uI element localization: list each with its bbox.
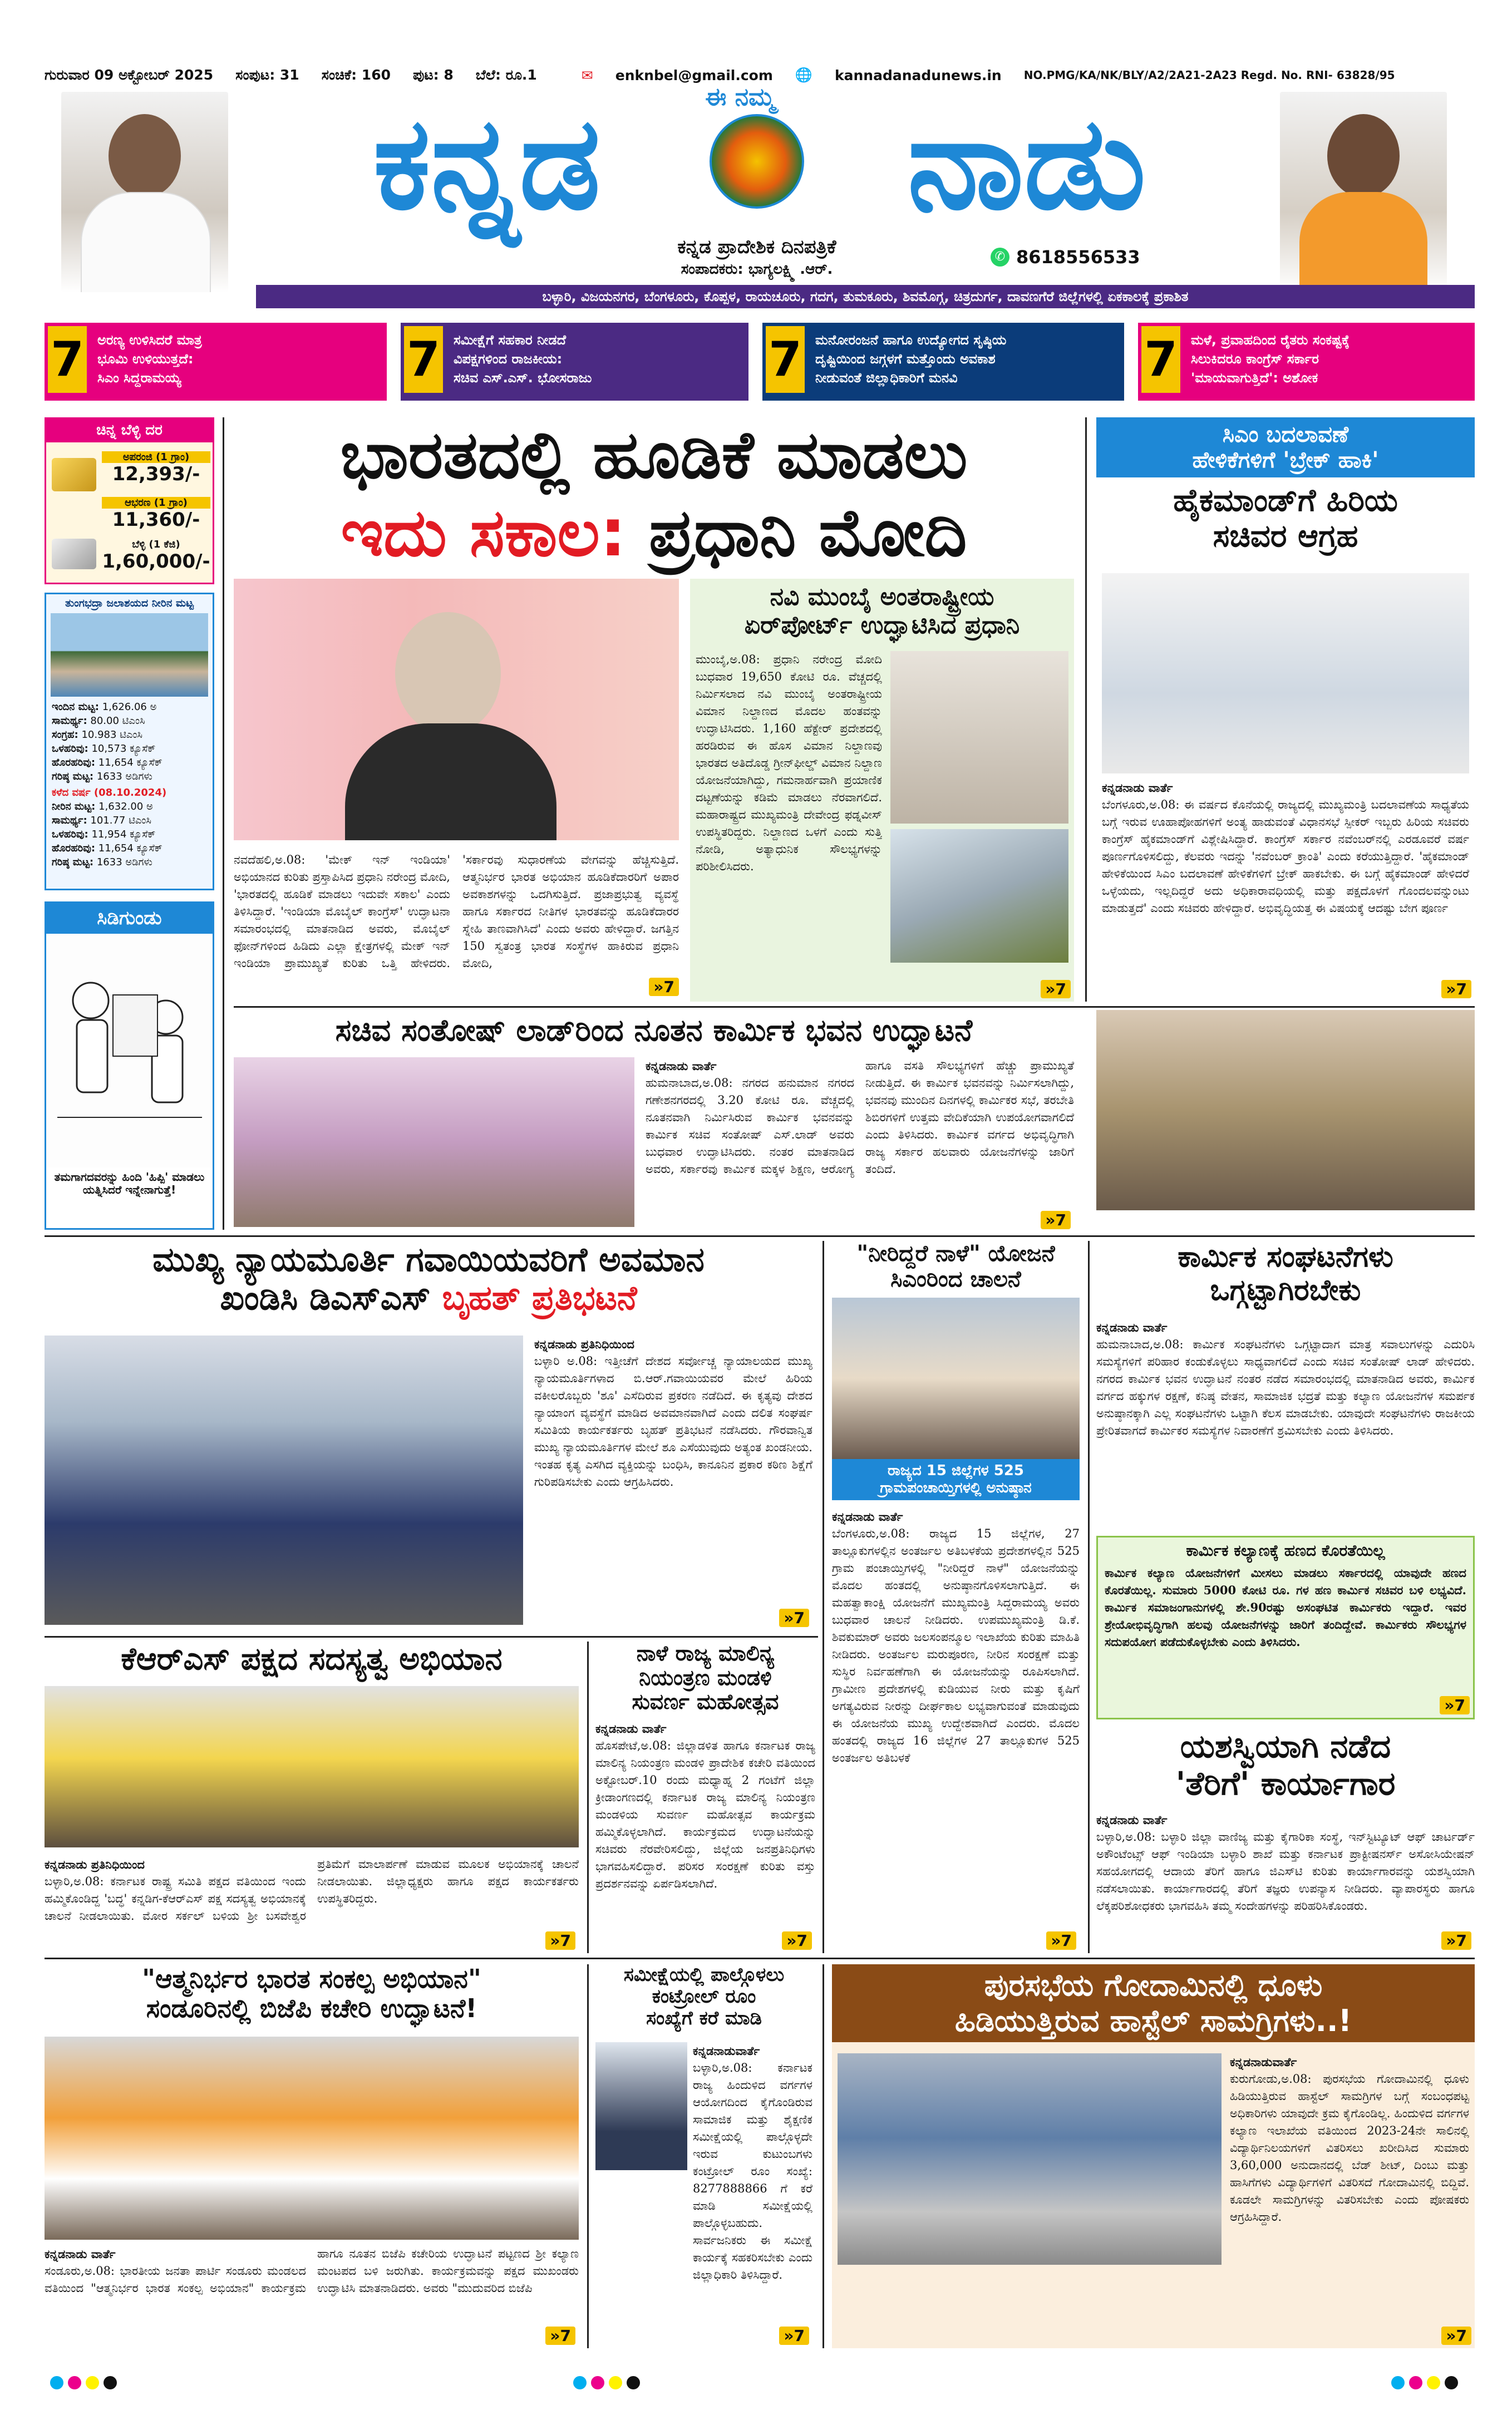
pollution-headline-line1: ನಾಳೆ ರಾಜ್ಯ ಮಾಲಿನ್ಯ: [636, 1641, 775, 1665]
hostel-headline-line2: ಹಿಡಿಯುತ್ತಿರುವ ಹಾಸ್ಟೆಲ್ ಸಾಮಗ್ರಿಗಳು..!: [954, 2003, 1352, 2038]
gold-rate-label: ಅಪರಂಜಿ (1 ಗ್ರಾಂ): [102, 451, 210, 463]
portrait-head: [1327, 114, 1400, 198]
cartoon-caption: ತಮಗಾಗದವರನ್ನು ಹಿಂದಿ 'ಹಿಪ್ಪಿ' ಮಾಡಲು ಯತ್ನಿಸಿದರೆ ಇನ್ನೇನಾಗುತ್ತೆ!: [54, 1170, 205, 1197]
email-link[interactable]: enknbel@gmail.com: [615, 67, 773, 83]
unions-headline-line2: ಒಗ್ಗಟ್ಟಾಗಿರಬೇಕು: [1210, 1273, 1361, 1307]
gold-rate-label: ಆಭರಣ (1 ಗ್ರಾಂ): [102, 497, 210, 509]
print-color-marks-left: [50, 2376, 122, 2391]
cm-portrait-photo: [61, 92, 228, 292]
dam-row: ಸಂಗ್ರಹ: 10.983 ಟಿಎಂಸಿ: [52, 728, 142, 741]
control-room-body: ಕನ್ನಡನಾಡುವಾರ್ತೆ ಬಳ್ಳಾರಿ,ಅ.08: ಕರ್ನಾಟಕ ರಾಜ್ಯ ಹಿಂದುಳಿದ ವರ್ಗಗಳ ಆಯೋಗದಿಂದ ಕೈಗೊಂಡಿರುವ ಸಾಮಾಜಿಕ ಮತ್ತು ಶೈಕ್ಷಣಿಕ ಸಮೀಕ್ಷೆಯಲ್ಲಿ ಪಾಲ್ಗೊಳ್ಳದೇ ಇರುವ ಕುಟುಂಬಗಳು ಕಂಟ್ರೋಲ್ ರೂಂ ಸಂಖ್ಯೆ: 8277888866 ಗೆ ಕರೆ ಮಾಡಿ ಸಮೀಕ್ಷೆಯಲ್ಲಿ ಪಾಲ್ಗೊಳ್ಳಬಹುದು. ಸಾರ್ವಜನಿಕರು ಈ ಸಮೀಕ್ಷೆ ಕಾರ್ಯಕ್ಕೆ ಸಹಕರಿಸಬೇಕು ಎಂದು ಜಿಲ್ಲಾಧಿಕಾರಿ ತಿಳಿಸಿದ್ದಾರೆ.: [693, 2042, 812, 2345]
cm-headline-line1: ಹೈಕಮಾಂಡ್‌ಗೆ ಹಿರಿಯ: [1173, 482, 1398, 519]
issue-volume: ಸಂಪುಟ: 31: [235, 67, 299, 83]
dam-row: ಇಂದಿನ ಮಟ್ಟ: 1,626.06 ಅ: [52, 701, 157, 713]
labour-event-photo: [1096, 1010, 1475, 1210]
bjp-office-byline: ಕನ್ನಡನಾಡು ವಾರ್ತೆ: [45, 2247, 116, 2261]
right-column-rule: [1085, 417, 1087, 1002]
cji-headline-red: ಬೃಹತ್ ಪ್ರತಿಭಟನೆ: [442, 1279, 637, 1318]
silver-rate-label: ಬೆಳ್ಳಿ (1 ಕೆಜಿ): [132, 539, 180, 550]
unions-byline: ಕನ್ನಡನಾಡು ವಾರ್ತೆ: [1096, 1320, 1168, 1334]
pollution-headline-line2: ನಿಯಂತ್ರಣ ಮಂಡಳಿ: [639, 1665, 772, 1690]
minister-portrait-photo: [1280, 92, 1447, 292]
modi-photo: [234, 579, 679, 840]
teaser-line: ನೀಡುವಂತೆ ಜಿಲ್ಲಾಧಿಕಾರಿಗೆ ಮನವಿ: [815, 370, 958, 386]
cji-headline-line2: [45, 1279, 812, 1318]
workshop-continued-badge[interactable]: »7: [1441, 1931, 1471, 1950]
teaser-text: [815, 331, 1119, 387]
registration-number: NO.PMG/KA/NK/BLY/A2/2A21-2A23 Regd. No. RNI- 63828/95: [1023, 68, 1395, 82]
lead-body: ನವದೆಹಲಿ,ಅ.08: 'ಮೇಕ್ ಇನ್ ಇಂಡಿಯಾ' ಅಭಿಯಾನದ ಕುರಿತು ಪ್ರಸ್ತಾಪಿಸಿದ ಪ್ರಧಾನಿ ನರೇಂದ್ರ ಮೋದಿ, 'ಭಾರತದಲ್ಲಿ ಹೂಡಿಕೆ ಮಾಡಲು ಇದುವೇ ಸಕಾಲ' ಎಂದು ತಿಳಿಸಿದ್ದಾರೆ. 'ಇಂಡಿಯಾ ಮೊಬೈಲ್ ಕಾಂಗ್ರೆಸ್' ಉದ್ಘಾಟನಾ ಸಮಾರಂಭದಲ್ಲಿ ಮಾತನಾಡಿದ ಅವರು, ಮೊಬೈಲ್ ಫೋನ್‌ಗಳಿಂದ ಹಿಡಿದು ಎಲ್ಲಾ ಕ್ಷೇತ್ರಗಳಲ್ಲಿ ಮೇಕ್ ಇನ್ ಇಂಡಿಯಾ ಪ್ರಾಮುಖ್ಯತೆ ಕುರಿತು ಒತ್ತಿ ಹೇಳಿದರು. 'ಸರ್ಕಾರವು ಸುಧಾರಣೆಯ ವೇಗವನ್ನು ಹೆಚ್ಚಿಸುತ್ತಿದೆ. ಆತ್ಮನಿರ್ಭರ ಭಾರತ ಅಭಿಯಾನ ಹೂಡಿಕೆದಾರರಿಗೆ ಅಪಾರ ಅವಕಾಶಗಳನ್ನು ಒದಗಿಸುತ್ತಿದೆ. ಪ್ರಜಾಪ್ರಭುತ್ವ ವ್ಯವಸ್ಥೆ ಹಾಗೂ ಸರ್ಕಾರದ ನೀತಿಗಳ ಭಾರತವನ್ನು ಹೂಡಿಕೆದಾರರ ಸ್ನೇಹಿ ತಾಣವಾಗಿಸಿದೆ' ಎಂದು ಅವರು ಹೇಳಿದ್ದಾರೆ. ಜಗತ್ತಿನ 150 ಸ್ವತಂತ್ರ ಭಾರತ ಸಂಸ್ಥೆಗಳ ಹಾಕಿರುವ ಪ್ರಧಾನಿ ಮೋದಿ,: [234, 853, 679, 970]
portrait-head: [109, 114, 181, 198]
bjp-headline-line2: ಸಂಡೂರಿನಲ್ಲಿ ಬಿಜೆಪಿ ಕಚೇರಿ ಉದ್ಘಾಟನೆ!: [146, 1993, 477, 2023]
cm-change-banner: [1096, 417, 1475, 477]
cm-headline-line2: ಸಚಿವರ ಆಗ್ರಹ: [1213, 518, 1358, 555]
page-ref-badge: 7: [48, 326, 87, 393]
teaser-text: [97, 331, 378, 387]
teaser-line: ಭೂಮಿ ಉಳಿಯುತ್ತದೆ:: [97, 351, 194, 367]
krs-byline: ಕನ್ನಡನಾಡು ಪ್ರತಿನಿಧಿಯಿಂದ: [45, 1857, 145, 1871]
masthead-tagline: ಈ ನಮ್ಮ: [705, 83, 775, 111]
dam-level-box: [45, 593, 214, 890]
portrait-body: [1299, 192, 1427, 292]
registration-dot: [104, 2376, 117, 2389]
column-rule: [823, 1964, 824, 2348]
niriddare-body: ಕನ್ನಡನಾಡು ವಾರ್ತೆ ಬೆಂಗಳೂರು,ಅ.08: ರಾಜ್ಯದ 15 ಜಿಲ್ಲೆಗಳ, 27 ತಾಲ್ಲೂಕುಗಳಲ್ಲಿನ ಅಂತರ್ಜಲ ಅತಿಬಳಕೆಯ ಪ್ರದೇಶಗಳಲ್ಲಿನ 525 ಗ್ರಾಮ ಪಂಚಾಯ್ತಿಗಳಲ್ಲಿ "ನೀರಿದ್ದರೆ ನಾಳೆ" ಯೋಜನೆಯನ್ನು ಮೊದಲ ಹಂತದಲ್ಲಿ ಅನುಷ್ಠಾನಗೊಳಿಸಲಾಗುತ್ತಿದೆ. ಈ ಮಹತ್ವಾಕಾಂಕ್ಷಿ ಯೋಜನೆಗೆ ಮುಖ್ಯಮಂತ್ರಿ ಸಿದ್ದರಾಮಯ್ಯ ಅವರು ಬುಧವಾರ ಚಾಲನೆ ನೀಡಿದರು. ಉಪಮುಖ್ಯಮಂತ್ರಿ ಡಿ.ಕೆ. ಶಿವಕುಮಾರ್ ಅವರು ಜಲಸಂಪನ್ಮೂಲ ಇಲಾಖೆಯ ಕುರಿತು ಮಾಹಿತಿ ನೀಡಿದರು. ಅಂತರ್ಜಲ ಮರುಪೂರಣ, ನೀರಿನ ಸಂರಕ್ಷಣೆ ಮತ್ತು ಸುಸ್ಥಿರ ನಿರ್ವಹಣೆಗಾಗಿ ಈ ಯೋಜನೆಯನ್ನು ರೂಪಿಸಲಾಗಿದೆ. ಗ್ರಾಮೀಣ ಪ್ರದೇಶಗಳಲ್ಲಿ ಕುಡಿಯುವ ನೀರು ಮತ್ತು ಕೃಷಿಗೆ ಅಗತ್ಯವಿರುವ ನೀರನ್ನು ದೀರ್ಘಕಾಲ ಲಭ್ಯವಾಗುವಂತೆ ಮಾಡುವುದು ಈ ಯೋಜನೆಯ ಮುಖ್ಯ ಉದ್ದೇಶವಾಗಿದೆ ಎಂದರು. ಮೊದಲ ಹಂತದಲ್ಲಿ ರಾಜ್ಯದ 16 ಜಿಲ್ಲೆಗಳ 27 ತಾಲ್ಲೂಕುಗಳ 525 ಅಂತರ್ಜಲ ಅತಿಬಳಕೆ: [832, 1508, 1080, 1909]
airport-headline-line1: ನವಿ ಮುಂಬೈ ಅಂತರಾಷ್ಟ್ರೀಯ: [770, 583, 994, 611]
protest-photo: [45, 1335, 523, 1625]
teaser-line: ಸಮೀಕ್ಷೆಗೆ ಸಹಕಾರ ನೀಡದೆ: [454, 332, 567, 348]
dam-row: ಹೊರಹರಿವು: 11,654 ಕ್ಯೂಸೆಕ್: [52, 756, 162, 768]
cji-byline: ಕನ್ನಡನಾಡು ಪ್ರತಿನಿಧಿಯಿಂದ: [534, 1337, 634, 1351]
teaser-line: ವಿಪಕ್ಷಗಳಿಂದ ರಾಜಕೀಯ:: [454, 351, 563, 367]
labour-bhavan-body: ಕನ್ನಡನಾಡು ವಾರ್ತೆ ಹುಮನಾಬಾದ,ಅ.08: ನಗರದ ಹನುಮಾನ ನಗರದ ಗಣೇಶನಗರದಲ್ಲಿ 3.20 ಕೋಟಿ ರೂ. ವೆಚ್ಚದಲ್ಲಿ ನೂತನವಾಗಿ ನಿರ್ಮಿಸಿರುವ ಕಾರ್ಮಿಕ ಭವನವನ್ನು ಕಾರ್ಮಿಕ ಸಚಿವ ಸಂತೋಷ್ ಎಸ್.ಲಾಡ್ ಅವರು ಬುಧವಾರ ಉದ್ಘಾಟಿಸಿದರು. ನಂತರ ಮಾತನಾಡಿದ ಅವರು, ಸರ್ಕಾರವು ಕಾರ್ಮಿಕ ಮಕ್ಕಳ ಶಿಕ್ಷಣ, ಆರೋಗ್ಯ ಹಾಗೂ ವಸತಿ ಸೌಲಭ್ಯಗಳಿಗೆ ಹೆಚ್ಚು ಪ್ರಾಮುಖ್ಯತೆ ನೀಡುತ್ತಿದೆ. ಈ ಕಾರ್ಮಿಕ ಭವನವನ್ನು ನಿರ್ಮಿಸಲಾಗಿದ್ದು, ಭವನವು ಮುಂದಿನ ದಿನಗಳಲ್ಲಿ ಕಾರ್ಮಿಕರ ಸಭೆ, ತರಬೇತಿ ಶಿಬಿರಗಳಿಗೆ ಉತ್ತಮ ವೇದಿಕೆಯಾಗಿ ಉಪಯೋಗವಾಗಲಿದೆ ಎಂದು ತಿಳಿಸಿದರು. ಕಾರ್ಮಿಕ ವರ್ಗದ ಅಭಿವೃದ್ಧಿಗಾಗಿ ರಾಜ್ಯ ಸರ್ಕಾರ ಹಲವಾರು ಯೋಜನೆಗಳನ್ನು ಜಾರಿಗೆ ತಂದಿದೆ.: [646, 1057, 1074, 1227]
cji-continued-badge[interactable]: »7: [779, 1609, 809, 1627]
registration-dot: [86, 2376, 99, 2389]
labour-bhavan-story: [234, 1010, 1074, 1233]
registration-dot: [1409, 2376, 1422, 2389]
left-column-rule: [223, 417, 224, 1230]
labour-unions-story: [1096, 1241, 1475, 1530]
registration-dot: [591, 2376, 604, 2389]
airport-body: ಮುಂಬೈ,ಅ.08: ಪ್ರಧಾನಿ ನರೇಂದ್ರ ಮೋದಿ ಬುಧವಾರ 19,650 ಕೋಟಿ ರೂ. ವೆಚ್ಚದಲ್ಲಿ ನಿರ್ಮಿಸಲಾದ ನವಿ ಮುಂಬೈ ಅಂತರಾಷ್ಟ್ರೀಯ ವಿಮಾನ ನಿಲ್ದಾಣದ ಮೊದಲ ಹಂತವನ್ನು ಉದ್ಘಾಟಿಸಿದರು. 1,160 ಹೆಕ್ಟೇರ್ ಪ್ರದೇಶದಲ್ಲಿ ಹರಡಿರುವ ಈ ಹೊಸ ವಿಮಾನ ನಿಲ್ದಾಣವು ಭಾರತದ ಅತಿದೊಡ್ಡ ಗ್ರೀನ್‌ಫೀಲ್ಡ್ ವಿಮಾನ ನಿಲ್ದಾಣ ಯೋಜನೆಯಾಗಿದ್ದು, ಗಮನಾರ್ಹವಾಗಿ ಪ್ರಯಾಣಿಕ ದಟ್ಟಣೆಯನ್ನು ಕಡಿಮೆ ಮಾಡಲು ನೆರವಾಗಲಿದೆ. ಮಹಾರಾಷ್ಟ್ರದ ಮುಖ್ಯಮಂತ್ರಿ ದೇವೇಂದ್ರ ಫಡ್ನವೀಸ್ ಉಪಸ್ಥಿತರಿದ್ದರು. ನಿಲ್ದಾಣದ ಒಳಗೆ ಎಂದು ಸುತ್ತಿ ನೋಡಿ, ಅತ್ಯಾಧುನಿಕ ಸೌಲಭ್ಯಗಳನ್ನು ಪರಿಶೀಲಿಸಿದರು.: [696, 653, 882, 873]
caption-line: ರಾಜ್ಯದ 15 ಜಿಲ್ಲೆಗಳ 525: [887, 1462, 1025, 1479]
welfare-box: [1096, 1536, 1475, 1719]
airport-photo-terminal: [890, 829, 1068, 963]
lead-continued-badge[interactable]: »7: [649, 978, 679, 996]
teaser-line: ಸಿಲುಕಿದರೂ ಕಾಂಗ್ರೆಸ್ ಸರ್ಕಾರ: [1191, 351, 1319, 367]
gold-rate-value: 12,393/-: [112, 463, 200, 485]
unions-body: ಕನ್ನಡನಾಡು ವಾರ್ತೆ ಹುಮನಾಬಾದ,ಅ.08: ಕಾರ್ಮಿಕ ಸಂಘಟನೆಗಳು ಒಗ್ಗಟ್ಟಾದಾಗ ಮಾತ್ರ ಸವಾಲುಗಳನ್ನು ಎದುರಿಸಿ ಸಮಸ್ಯೆಗಳಿಗೆ ಪರಿಹಾರ ಕಂಡುಕೊಳ್ಳಲು ಸಾಧ್ಯವಾಗಲಿದೆ ಎಂದು ಸಚಿವ ಸಂತೋಷ್ ಲಾಡ್ ಹೇಳಿದರು. ನಗರದ ಕಾರ್ಮಿಕ ಭವನ ಉದ್ಘಾಟನೆ ನಂತರ ನಡೆದ ಸಮಾರಂಭದಲ್ಲಿ ಮಾತನಾಡಿದ ಅವರು, ಕಾರ್ಮಿಕ ವರ್ಗದ ಹಕ್ಕುಗಳ ರಕ್ಷಣೆ, ಕನಿಷ್ಠ ವೇತನ, ಸಾಮಾಜಿಕ ಭದ್ರತೆ ಮತ್ತು ಕಲ್ಯಾಣ ಯೋಜನೆಗಳ ಸಮರ್ಪಕ ಅನುಷ್ಠಾನಕ್ಕಾಗಿ ಎಲ್ಲ ಸಂಘಟನೆಗಳು ಒಟ್ಟಾಗಿ ಕೆಲಸ ಮಾಡಬೇಕು. ಯಾವುದೇ ಸಂಘಟನೆಗಳು ರಾಜಕೀಯ ಪ್ರೇರಿತವಾಗದೆ ಕಾರ್ಮಿಕರ ಸಮಸ್ಯೆಗಳ ನಿವಾರಣೆಗೆ ಶ್ರಮಿಸಬೇಕು ಎಂದು ತಿಳಿಸಿದರು.: [1096, 1319, 1475, 1525]
globe-icon: 🌐: [795, 67, 813, 83]
dam-photo: [51, 613, 208, 697]
bjp-office-continued-badge[interactable]: »7: [545, 2327, 575, 2345]
labour-bhavan-headline: ಸಚಿವ ಸಂತೋಷ್ ಲಾಡ್‌ರಿಂದ ನೂತನ ಕಾರ್ಮಿಕ ಭವನ ಉದ್ಘಾಟನೆ: [335, 1013, 973, 1048]
hostel-continued-badge[interactable]: »7: [1441, 2327, 1471, 2345]
silver-rate-value: 1,60,000/-: [102, 550, 210, 573]
welfare-body: ಕಾರ್ಮಿಕ ಕಲ್ಯಾಣ ಯೋಜನೆಗಳಿಗೆ ಮೀಸಲು ಮಾಡಲು ಸರ್ಕಾರದಲ್ಲಿ ಯಾವುದೇ ಹಣದ ಕೊರತೆಯಿಲ್ಲ. ಸುಮಾರು 5000 ಕೋಟಿ ರೂ. ಗಳ ಹಣ ಕಾರ್ಮಿಕ ಸಚಿವರ ಬಳಿ ಲಭ್ಯವಿದೆ. ಕಾರ್ಮಿಕ ಸಮಾಜಂಗಾನುಗಳಲ್ಲಿ ಶೇ.90ರಷ್ಟು ಅಸಂಘಟಿತ ಕಾರ್ಮಿಕರು ಇದ್ದಾರೆ. ಇವರ ಶ್ರೇಯೋಭಿವೃದ್ಧಿಗಾಗಿ ಹಲವು ಯೋಜನೆಗಳನ್ನು ಜಾರಿಗೆ ತಂದಿದ್ದೇವೆ. ಕಾರ್ಮಿಕರು ಸೌಲಭ್ಯಗಳ ಸದುಪಯೋಗ ಪಡೆದುಕೊಳ್ಳಬೇಕು ಎಂದು ತಿಳಿಸಿದರು.: [1105, 1566, 1466, 1649]
teaser-box-survey[interactable]: [401, 323, 748, 401]
dam-row: ಗರಿಷ್ಠ ಮಟ್ಟ: 1633 ಅಡಿಗಳು: [52, 856, 152, 868]
lead-headline-line1: ಭಾರತದಲ್ಲಿ ಹೂಡಿಕೆ ಮಾಡಲು: [340, 416, 968, 493]
hostel-headline-line1: ಪುರಸಭೆಯ ಗೋದಾಮಿನಲ್ಲಿ ಧೂಳು: [984, 1968, 1323, 2003]
issue-number: ಸಂಚಿಕೆ: 160: [321, 67, 391, 83]
cji-body: ಕನ್ನಡನಾಡು ಪ್ರತಿನಿಧಿಯಿಂದ ಬಳ್ಳಾರಿ ಅ.08: ಇತ್ತೀಚೆಗೆ ದೇಶದ ಸರ್ವೋಚ್ಚ ನ್ಯಾಯಾಲಯದ ಮುಖ್ಯ ನ್ಯಾಯಮೂರ್ತಿಗಳಾದ ಬಿ.ಆರ್.ಗವಾಯಿಯವರ ಮೇಲೆ ಹಿರಿಯ ವಕೀಲರೊಬ್ಬರು 'ಶೂ' ಎಸೆದಿರುವ ಪ್ರಕರಣ ನಡೆದಿದೆ. ಈ ಕೃತ್ಯವು ದೇಶದ ನ್ಯಾಯಾಂಗ ವ್ಯವಸ್ಥೆಗೆ ಮಾಡಿದ ಅವಮಾನವಾಗಿದೆ ಎಂದು ದಲಿತ ಸಂಘರ್ಷ ಸಮಿತಿಯ ಕಾರ್ಯಕರ್ತರು ಬೃಹತ್ ಪ್ರತಿಭಟನೆ ನಡೆಸಿದರು. ಗೌರವಾನ್ವಿತ ಮುಖ್ಯ ನ್ಯಾಯಮೂರ್ತಿಗಳ ಮೇಲೆ ಶೂ ಎಸೆಯುವುದು ಅತ್ಯಂತ ಖಂಡನೀಯ. ಇಂತಹ ಕೃತ್ಯ ಎಸಗಿದ ವ್ಯಕ್ತಿಯನ್ನು ಬಂಧಿಸಿ, ಕಾನೂನಿನ ಪ್ರಕಾರ ಕಠಿಣ ಶಿಕ್ಷೆಗೆ ಗುರಿಪಡಿಸಬೇಕು ಎಂದು ಆಗ್ರಹಿಸಿದರು.: [534, 1335, 812, 1625]
krs-continued-badge[interactable]: »7: [545, 1931, 575, 1950]
lead-story: [234, 417, 1074, 1002]
cartoon-box: [45, 901, 214, 1230]
masthead: [0, 0, 1512, 312]
teaser-line: ಅರಣ್ಯ ಉಳಿಸಿದರೆ ಮಾತ್ರ: [97, 332, 202, 348]
phone-number[interactable]: 8618556533: [1016, 247, 1140, 268]
tax-workshop-story: [1096, 1728, 1475, 1953]
column-rule: [823, 1241, 824, 1953]
cm-banner-line1: ಸಿಎಂ ಬದಲಾವಣೆ: [1222, 422, 1349, 447]
gold-bar-icon: [52, 458, 96, 491]
cm-banner-line2: ಹೇಳಿಕೆಗಳಿಗೆ 'ಬ್ರೇಕ್ ಹಾಕಿ': [1192, 447, 1379, 473]
cm-change-story: [1096, 417, 1475, 1002]
teaser-box-forest[interactable]: [45, 323, 387, 401]
workshop-byline: ಕನ್ನಡನಾಡು ವಾರ್ತೆ: [1096, 1813, 1168, 1827]
cartoon-illustration: [46, 934, 213, 1167]
teaser-box-rain[interactable]: [1138, 323, 1475, 401]
column-rule: [587, 1964, 589, 2348]
gold-rate-title: ಚಿನ್ನ ಬೆಳ್ಳಿ ದರ: [46, 419, 213, 442]
pollution-continued-badge[interactable]: »7: [782, 1931, 812, 1950]
bjp-office-story: [45, 1964, 579, 2348]
registration-dot: [68, 2376, 81, 2389]
registration-dot: [50, 2376, 63, 2389]
cartoon-title: ಸಿಡಿಗುಂಡು: [46, 903, 213, 934]
control-headline-line2: ಕಂಟ್ರೋಲ್ ರೂಂ: [652, 1985, 756, 2008]
lead-headline-line2: [234, 495, 1074, 571]
masthead-editor: ಸಂಪಾದಕರು: ಭಾಗ್ಯಲಕ್ಷ್ಮಿ .ಆರ್.: [681, 261, 833, 278]
hostel-body: ಕನ್ನಡನಾಡುವಾರ್ತೆ ಕುರುಗೋಡು,ಅ.08: ಪುರಸಭೆಯ ಗೋದಾಮಿನಲ್ಲಿ ಧೂಳು ಹಿಡಿಯುತ್ತಿರುವ ಹಾಸ್ಟೆಲ್ ಸಾಮಗ್ರಿಗಳ ಬಗ್ಗೆ ಸಂಬಂಧಪಟ್ಟ ಅಧಿಕಾರಿಗಳು ಯಾವುದೇ ಕ್ರಮ ಕೈಗೊಂಡಿಲ್ಲ. ಹಿಂದುಳಿದ ವರ್ಗಗಳ ಕಲ್ಯಾಣ ಇಲಾಖೆಯ ವತಿಯಿಂದ 2023-24ನೇ ಸಾಲಿನಲ್ಲಿ ವಿದ್ಯಾರ್ಥಿನಿಲಯಗಳಿಗೆ ವಿತರಿಸಲು ಖರೀದಿಸಿದ ಸುಮಾರು 3,60,000 ಅನುದಾನದಲ್ಲಿ ಬೆಡ್ ಶೀಟ್, ದಿಂಬು ಮತ್ತು ಹಾಸಿಗೆಗಳು ವಿದ್ಯಾರ್ಥಿಗಳಿಗೆ ವಿತರಿಸದೆ ಗೋದಾಮಿನಲ್ಲಿ ಬಿದ್ದಿವೆ. ಕೂಡಲೇ ಸಾಮಗ್ರಿಗಳನ್ನು ವಿತರಿಸಬೇಕು ಎಂದು ಪೋಷಕರು ಆಗ್ರಹಿಸಿದ್ದಾರೆ.: [1230, 2053, 1469, 2343]
hostel-byline: ಕನ್ನಡನಾಡುವಾರ್ತೆ: [1230, 2055, 1297, 2069]
phone-line: [991, 245, 1224, 269]
control-room-byline: ಕನ್ನಡನಾಡುವಾರ್ತೆ: [693, 2044, 760, 2058]
issue-price: ಬೆಲೆ: ರೂ.1: [475, 67, 537, 83]
registration-dot: [1445, 2376, 1458, 2389]
teaser-text: [454, 331, 740, 387]
teaser-text: [1191, 331, 1469, 387]
workshop-headline-line2: 'ತೆರಿಗೆ' ಕಾರ್ಯಾಗಾರ: [1175, 1764, 1396, 1802]
warehouse-photo: [838, 2053, 1222, 2265]
hostel-supplies-story: [832, 1964, 1475, 2348]
krs-headline: ಕೆಆರ್‌ಎಸ್ ಪಕ್ಷದ ಸದಸ್ಯತ್ವ ಅಭಿಯಾನ: [121, 1641, 503, 1677]
silver-bar-icon: [52, 539, 96, 569]
column-rule: [587, 1642, 589, 1953]
speaker-body: [345, 723, 556, 840]
issue-pages: ಪುಟ: 8: [413, 67, 454, 83]
registration-dot: [1391, 2376, 1405, 2389]
airport-continued-badge[interactable]: »7: [1041, 980, 1071, 998]
teaser-line: ಸಚಿವ ಎಸ್.ಎಸ್. ಭೋಸರಾಜು: [454, 370, 592, 386]
registration-dot: [573, 2376, 587, 2389]
dam-row: ಒಳಹರಿವು: 10,573 ಕ್ಯೂಸೆಕ್: [52, 742, 156, 755]
workshop-headline-line1: ಯಶಸ್ವಿಯಾಗಿ ನಡೆದ: [1180, 1727, 1391, 1765]
teaser-line: ಮಳೆ, ಪ್ರವಾಹದಿಂದ ರೈತರು ಸಂಕಷ್ಟಕ್ಕೆ: [1191, 332, 1350, 348]
print-color-marks-right: [1391, 2376, 1464, 2391]
masthead-title-right: ನಾಡು: [907, 90, 1146, 238]
masthead-title-left: ಕನ್ನಡ: [373, 90, 601, 238]
dam-row: ಗರಿಷ್ಠ ಮಟ್ಟ: 1633 ಅಡಿಗಳು: [52, 770, 152, 782]
airport-story: [690, 579, 1074, 1002]
cm-meeting-photo: [832, 1298, 1080, 1459]
dam-row: ಹೊರಹರಿವು: 11,654 ಕ್ಯೂಸೆಕ್: [52, 842, 162, 854]
official-portrait-photo: [595, 2042, 687, 2170]
pollution-board-story: [595, 1642, 815, 1953]
gold-rate-value: 11,360/-: [112, 509, 200, 531]
website-link[interactable]: kannadanadunews.in: [835, 67, 1002, 83]
teaser-line: ಸಿಎಂ ಸಿದ್ದರಾಮಯ್ಯ: [97, 370, 181, 386]
silver-rate-row: [102, 539, 210, 573]
gold-rate-box: [45, 417, 214, 584]
welfare-title: ಕಾರ್ಮಿಕ ಕಲ್ಯಾಣಕ್ಕೆ ಹಣದ ಕೊರತೆಯಿಲ್ಲ: [1186, 1541, 1385, 1560]
whatsapp-icon: ✆: [991, 248, 1009, 267]
teaser-line: 'ಮಾಯವಾಗುತ್ತಿದೆ': ಅಶೋಕ: [1191, 370, 1318, 386]
teaser-line: ಮನೋರಂಜನೆ ಹಾಗೂ ಉದ್ಯೋಗದ ಸೃಷ್ಠಿಯ: [815, 332, 1007, 348]
section-divider: [45, 1958, 1475, 1959]
column-rule: [1088, 1241, 1090, 1953]
hostel-headline-banner: [832, 1964, 1475, 2042]
issue-date: ಗುರುವಾರ 09 ಅಕ್ಟೋಬರ್ 2025: [45, 67, 214, 83]
niriddare-continued-badge[interactable]: »7: [1046, 1931, 1076, 1950]
labour-bhavan-byline: ಕನ್ನಡನಾಡು ವಾರ್ತೆ: [646, 1059, 717, 1073]
dam-row: ಒಳಹರಿವು: 11,954 ಕ್ಯೂಸೆಕ್: [52, 828, 156, 840]
cm-change-body: ಕನ್ನಡನಾಡು ವಾರ್ತೆ ಬೆಂಗಳೂರು,ಅ.08: ಈ ವರ್ಷದ ಕೊನೆಯಲ್ಲಿ ರಾಜ್ಯದಲ್ಲಿ ಮುಖ್ಯಮಂತ್ರಿ ಬದಲಾವಣೆಯ ಸಾಧ್ಯತೆಯ ಬಗ್ಗೆ ಇರುವ ಊಹಾಪೋಹಗಳಿಗೆ ಅಂತ್ಯ ಹಾಡುವಂತೆ ವಿಧಾನಸಭೆ ಸ್ಪೀಕರ್ ಇಬ್ಬರು ಹಿರಿಯ ಸಚಿವರು ಕಾಂಗ್ರೆಸ್ ಹೈಕಮಾಂಡ್‌ಗೆ ವಿಶ್ಲೇಷಿಸಿದ್ದಾರೆ. ಕಾಂಗ್ರೆಸ್ ಸರ್ಕಾರ ನವೆಂಬರ್‌ನಲ್ಲಿ ಎರಡೂವರೆ ವರ್ಷ ಪೂರ್ಣಗೊಳಿಸಲಿದ್ದು, ಕೆಲವರು ಇದನ್ನು 'ನವೆಂಬರ್ ಕ್ರಾಂತಿ' ಎಂದು ಕರೆಯುತ್ತಿದ್ದಾರೆ. 'ಹೈಕಮಾಂಡ್ ಹೇಳಿಕೆಯಿಂದ ಸಿಎಂ ಬದಲಾವಣೆ ಹೇಳಿಕೆಗಳಿಗೆ ಬ್ರೇಕ್ ಹಾಕಬೇಕು. ಈ ಬಗ್ಗೆ ಹೈಕಮಾಂಡ್ ಹೇಳಿದರೆ ಒಳ್ಳೆಯದು, ಇಲ್ಲದಿದ್ದರೆ ಅದು ಅಧಿಕಾರಾವಧಿಯಲ್ಲಿ ಮತ್ತು ಪಕ್ಷದೊಳಗೆ ಗೊಂದಲವನ್ನುಂಟು ಮಾಡುತ್ತದೆ' ಎಂದು ಸಚಿವರು ಹೇಳಿದ್ದಾರೆ. ಅಭಿವೃದ್ಧಿಯತ್ತ ಈ ವಿಷಯಕ್ಕೆ ಆದಷ್ಟು ಬೇಗ ಪೂರ್ಣ: [1102, 779, 1469, 996]
bjp-headline-line1: "ಆತ್ಮನಿರ್ಭರ ಭಾರತ ಸಂಕಲ್ಪ ಅಭಿಯಾನ": [142, 1964, 481, 1994]
dam-today-list: [46, 697, 213, 873]
registration-dot: [609, 2376, 622, 2389]
niriddare-headline-line1: "ನೀರಿದ್ದರೆ ನಾಳೆ" ಯೋಜನೆ: [856, 1241, 1055, 1266]
page-ref-badge: 7: [766, 326, 805, 393]
control-room-story: [595, 1964, 812, 2348]
bjp-office-photo: [45, 2037, 579, 2240]
krs-photo: [45, 1686, 579, 1847]
krs-story: [45, 1642, 579, 1953]
niriddare-photo-caption: [832, 1459, 1080, 1500]
airport-headline-line2: ಏರ್‌ಪೋರ್ಟ್ ಉದ್ಘಾಟಿಸಿದ ಪ್ರಧಾನಿ: [744, 610, 1020, 639]
portrait-body: [81, 192, 211, 292]
lead-headline-rest: ಪ್ರಧಾನಿ ಮೋದಿ: [649, 494, 967, 571]
cm-change-continued-badge[interactable]: »7: [1441, 980, 1471, 998]
teaser-line: ದೃಷ್ಟಿಯಿಂದ ಜಗ್ಗಳಗೆ ಮತ್ತೊಂದು ಅವಕಾಶ: [815, 351, 996, 367]
masthead-subtitle: ಕನ್ನಡ ಪ್ರಾದೇಶಿಕ ದಿನಪತ್ರಿಕೆ: [677, 236, 836, 258]
krs-body: ಕನ್ನಡನಾಡು ಪ್ರತಿನಿಧಿಯಿಂದ ಬಳ್ಳಾರಿ,ಅ.08: ಕರ್ನಾಟಕ ರಾಷ್ಟ್ರ ಸಮಿತಿ ಪಕ್ಷದ ವತಿಯಿಂದ ಇಂದು ಹಮ್ಮಿಕೊಂಡಿದ್ದ 'ಬದ್ಧ' ಕನ್ನಡಿಗ-ಕೆಆರ್‌ಎಸ್ ಪಕ್ಷ ಸದಸ್ಯತ್ವ ಅಭಿಯಾನಕ್ಕೆ ಚಾಲನೆ ನೀಡಲಾಯಿತು. ಮೋರ ಸರ್ಕಲ್ ಬಳಿಯ ಶ್ರೀ ಬಸವೇಶ್ವರ ಪ್ರತಿಮೆಗೆ ಮಾಲಾರ್ಪಣೆ ಮಾಡುವ ಮೂಲಕ ಅಭಿಯಾನಕ್ಕೆ ಚಾಲನೆ ನೀಡಲಾಯಿತು. ಜಿಲ್ಲಾಧ್ಯಕ್ಷರು ಹಾಗೂ ಪಕ್ಷದ ಕಾರ್ಯಕರ್ತರು ಉಪಸ್ಥಿತರಿದ್ದರು.: [45, 1856, 579, 1950]
page-ref-badge: 7: [1141, 326, 1180, 393]
cm-change-byline: ಕನ್ನಡನಾಡು ವಾರ್ತೆ: [1102, 781, 1173, 795]
registration-dot: [1427, 2376, 1440, 2389]
section-divider: [45, 1235, 1475, 1237]
cm-change-photo: [1102, 573, 1469, 773]
section-divider: [45, 1636, 818, 1638]
niriddare-headline-line2: ಸಿಎಂರಿಂದ ಚಾಲನೆ: [890, 1266, 1021, 1292]
dam-last-year-label: ಕಳೆದ ವರ್ಷ (08.10.2024): [52, 786, 167, 799]
control-room-continued-badge[interactable]: »7: [779, 2327, 809, 2345]
caption-line: ಗ್ರಾಮಪಂಚಾಯ್ತಿಗಳಲ್ಲಿ ಅನುಷ್ಠಾನ: [880, 1480, 1032, 1496]
airport-photo-people: [890, 651, 1068, 824]
control-headline-line3: ಸಂಖ್ಯೆಗೆ ಕರೆ ಮಾಡಿ: [646, 2007, 762, 2030]
lead-headline-accent: ಇದು ಸಕಾಲ:: [341, 494, 627, 571]
print-color-marks-center: [573, 2376, 646, 2391]
welfare-continued-badge[interactable]: »7: [1440, 1696, 1470, 1714]
district-ribbon: ಬಳ್ಳಾರಿ, ವಿಜಯನಗರ, ಬೆಂಗಳೂರು, ಕೊಪ್ಪಳ, ರಾಯಚೂರು, ಗದಗ, ತುಮಕೂರು, ಶಿವಮೊಗ್ಗ, ಚಿತ್ರದುರ್ಗ, ದಾವಣಗೆರೆ ಜಿಲ್ಲೆಗಳಲ್ಲಿ ಏಕಕಾಲಕ್ಕೆ ಪ್ರಕಾಶಿತ: [256, 285, 1475, 308]
teaser-box-entertainment[interactable]: [762, 323, 1124, 401]
dam-title: ತುಂಗಭದ್ರಾ ಜಲಾಶಯದ ನೀರಿನ ಮಟ್ಟ: [65, 597, 194, 609]
speaker-head: [395, 612, 501, 735]
workshop-body: ಕನ್ನಡನಾಡು ವಾರ್ತೆ ಬಳ್ಳಾರಿ,ಅ.08: ಬಳ್ಳಾರಿ ಜಿಲ್ಲಾ ವಾಣಿಜ್ಯ ಮತ್ತು ಕೈಗಾರಿಕಾ ಸಂಸ್ಥೆ, ಇನ್‌ಸ್ಟಿಟ್ಯೂಟ್ ಆಫ್ ಚಾರ್ಟರ್ಡ್ ಅಕೌಂಟೆಂಟ್ಸ್ ಆಫ್ ಇಂಡಿಯಾ ಬಳ್ಳಾರಿ ಶಾಖೆ ಮತ್ತು ಕರ್ನಾಟಕ ಪ್ರಾಕ್ಟೀಷನರ್ಸ್ ಅಸೋಸಿಯೇಷನ್ ಸಹಯೋಗದಲ್ಲಿ ಆದಾಯ ತೆರಿಗೆ ಹಾಗೂ ಜಿಎಸ್‌ಟಿ ಕುರಿತು ಕಾರ್ಯಾಗಾರವನ್ನು ಯಶಸ್ವಿಯಾಗಿ ನಡೆಸಲಾಯಿತು. ಕಾರ್ಯಾಗಾರದಲ್ಲಿ ತೆರಿಗೆ ತಜ್ಞರು ಉಪನ್ಯಾಸ ನೀಡಿದರು. ವ್ಯಾಪಾರಸ್ಥರು ಹಾಗೂ ಲೆಕ್ಕಪರಿಶೋಧಕರು ಭಾಗವಹಿಸಿ ತಮ್ಮ ಸಂದೇಹಗಳನ್ನು ಪರಿಹರಿಸಿಕೊಂಡರು.: [1096, 1811, 1475, 1950]
cartoon-drawing: [46, 934, 213, 1167]
email-icon: ✉: [581, 67, 593, 83]
niriddare-story: [832, 1241, 1080, 1953]
cji-protest-story: [45, 1241, 812, 1630]
labour-bhavan-continued-badge[interactable]: »7: [1041, 1211, 1071, 1229]
labour-bhavan-photo: [234, 1057, 634, 1227]
cji-headline-black: ಖಂಡಿಸಿ ಡಿಎಸ್‌ಎಸ್: [220, 1279, 431, 1318]
page-ref-badge: 7: [404, 326, 443, 393]
dam-row: ನೀರಿನ ಮಟ್ಟ: 1,632.00 ಅ: [52, 800, 153, 812]
gold-rate-row: [102, 497, 210, 531]
pollution-byline: ಕನ್ನಡನಾಡು ವಾರ್ತೆ: [595, 1722, 667, 1736]
pollution-headline-line3: ಸುವರ್ಣ ಮಹೋತ್ಸವ: [632, 1689, 779, 1714]
control-headline-line1: ಸಮೀಕ್ಷೆಯಲ್ಲಿ ಪಾಲ್ಗೊಳಲು: [623, 1964, 785, 1986]
section-divider: [234, 1006, 1475, 1008]
bjp-office-body: ಕನ್ನಡನಾಡು ವಾರ್ತೆ ಸಂಡೂರು,ಅ.08: ಭಾರತೀಯ ಜನತಾ ಪಾರ್ಟಿ ಸಂಡೂರು ಮಂಡಲದ ವತಿಯಿಂದ "ಆತ್ಮನಿರ್ಭರ ಭಾರತ ಸಂಕಲ್ಪ ಅಭಿಯಾನ" ಕಾರ್ಯಕ್ರಮ ಹಾಗೂ ನೂತನ ಬಿಜೆಪಿ ಕಚೇರಿಯ ಉದ್ಘಾಟನೆ ಪಟ್ಟಣದ ಶ್ರೀ ಕಲ್ಯಾಣ ಮಂಟಪದ ಬಳಿ ಜರುಗಿತು. ಕಾರ್ಯಕ್ರಮವನ್ನು ಪಕ್ಷದ ಮುಖಂಡರು ಉದ್ಘಾಟಿಸಿ ಮಾತನಾಡಿದರು. ಅವರು "ಮುದುವರಿದ ಬಿಜೆಪಿ: [45, 2245, 579, 2345]
cji-headline-line1: ಮುಖ್ಯ ನ್ಯಾಯಮೂರ್ತಿ ಗವಾಯಿಯವರಿಗೆ ಅವಮಾನ: [152, 1240, 705, 1279]
registration-dot: [627, 2376, 640, 2389]
teaser-strip: [45, 323, 1475, 401]
niriddare-byline: ಕನ್ನಡನಾಡು ವಾರ್ತೆ: [832, 1510, 903, 1524]
gold-rate-row: [102, 451, 210, 485]
unions-headline-line1: ಕಾರ್ಮಿಕ ಸಂಘಟನೆಗಳು: [1178, 1240, 1393, 1274]
karnataka-map-emblem: [710, 114, 804, 209]
dam-row: ಸಾಮರ್ಥ್ಯ: 101.77 ಟಿಎಂಸಿ: [52, 814, 151, 826]
dam-row: ಸಾಮರ್ಥ್ಯ: 80.00 ಟಿಎಂಸಿ: [52, 714, 145, 727]
pollution-body: ಕನ್ನಡನಾಡು ವಾರ್ತೆ ಹೊಸಪೇಟೆ,ಅ.08: ಜಿಲ್ಲಾಡಳಿತ ಹಾಗೂ ಕರ್ನಾಟಕ ರಾಜ್ಯ ಮಾಲಿನ್ಯ ನಿಯಂತ್ರಣ ಮಂಡಳಿ ಪ್ರಾದೇಶಿಕ ಕಚೇರಿ ವತಿಯಿಂದ ಅಕ್ಟೋಬರ್.10 ರಂದು ಮಧ್ಯಾಹ್ನ 2 ಗಂಟೆಗೆ ಜಿಲ್ಲಾ ಕ್ರೀಡಾಂಗಣದಲ್ಲಿ ಕರ್ನಾಟಕ ರಾಜ್ಯ ಮಾಲಿನ್ಯ ನಿಯಂತ್ರಣ ಮಂಡಳಿಯ ಸುವರ್ಣ ಮಹೋತ್ಸವ ಕಾರ್ಯಕ್ರಮ ಹಮ್ಮಿಕೊಳ್ಳಲಾಗಿದೆ. ಕಾರ್ಯಕ್ರಮದ ಉದ್ಘಾಟನೆಯನ್ನು ಸಚಿವರು ನೆರವೇರಿಸಲಿದ್ದು, ಜಿಲ್ಲೆಯ ಜನಪ್ರತಿನಿಧಿಗಳು ಭಾಗವಹಿಸಲಿದ್ದಾರೆ. ಪರಿಸರ ಸಂರಕ್ಷಣೆ ಕುರಿತು ವಸ್ತು ಪ್ರದರ್ಶನವನ್ನು ಏರ್ಪಡಿಸಲಾಗಿದೆ.: [595, 1720, 815, 1931]
